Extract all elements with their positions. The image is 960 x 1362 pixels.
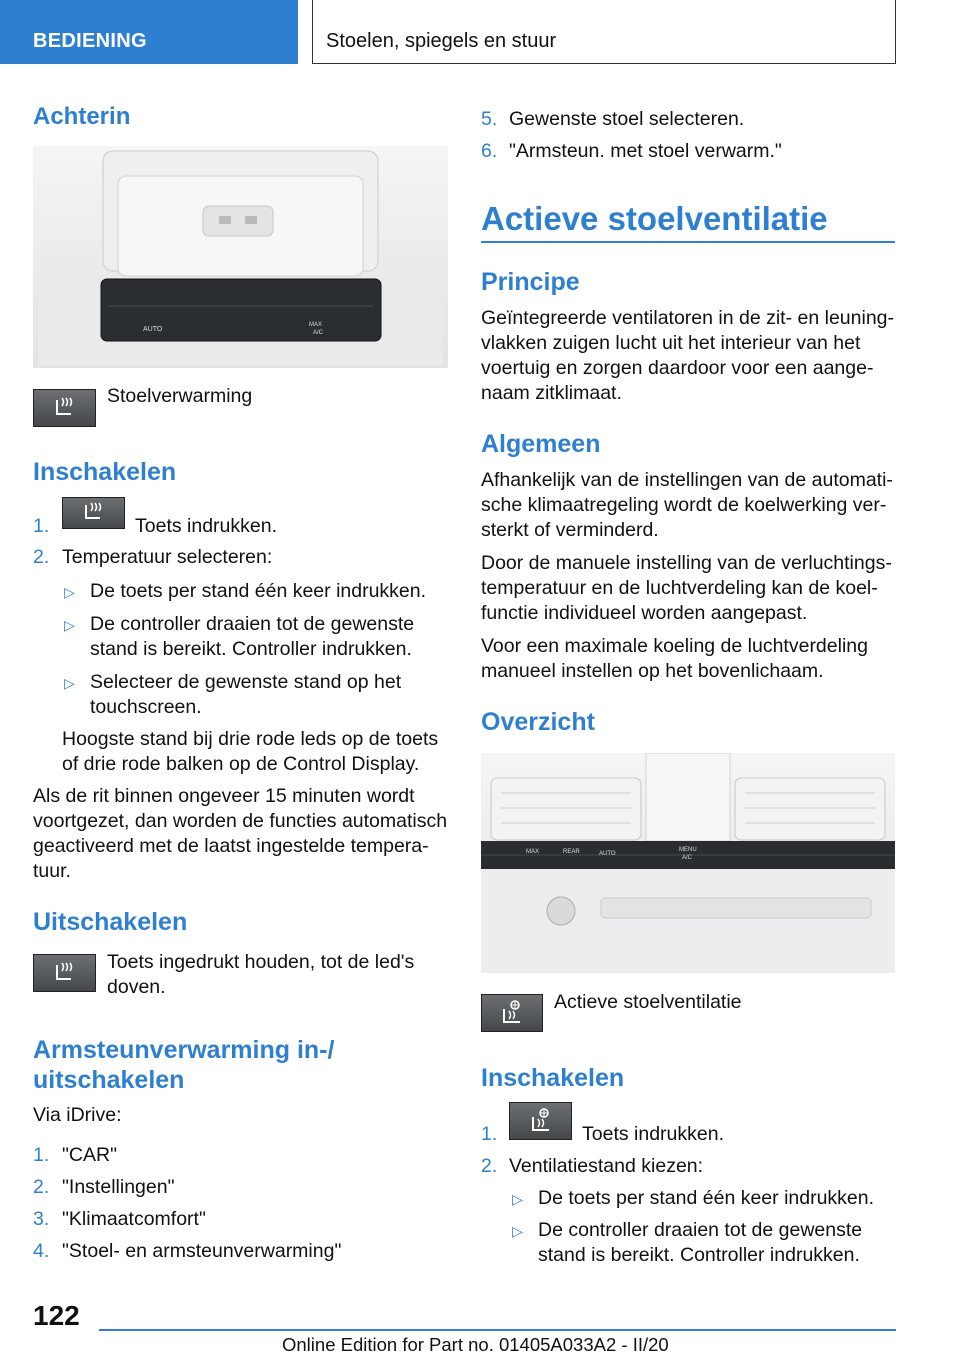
menu-number: 5. (481, 108, 498, 130)
panel-label-menu: MENU (679, 847, 697, 853)
heading-underline (481, 241, 895, 243)
heading-principe: Principe (481, 268, 580, 296)
caption-stoelverwarming: Stoelverwarming (107, 385, 253, 407)
rear-console-illustration (33, 146, 448, 368)
menu-item: "Stoel- en armsteunverwarming" (62, 1240, 342, 1262)
bullet-text: stand is bereikt. Controller indrukken. (90, 638, 412, 660)
header-chapter: Stoelen, spiegels en stuur (326, 30, 557, 52)
menu-item: "Armsteun. met stoel verwarm." (509, 140, 782, 162)
bullet-triangle-icon: ▷ (512, 1191, 523, 1207)
front-console-photo (481, 753, 895, 973)
heading-actieve-stoelventilatie: Actieve stoelventilatie (481, 200, 828, 237)
menu-item: "Instellingen" (62, 1176, 175, 1198)
bullet-text: stand is bereikt. Controller indrukken. (538, 1244, 860, 1266)
caption-actieve-stoelventilatie: Actieve stoelventilatie (554, 991, 742, 1013)
paragraph-line: Afhankelijk van de instellingen van de automati- (481, 469, 893, 491)
footer-edition: Online Edition for Part no. 01405A033A2 - II/20 (282, 1334, 669, 1355)
footer-rule (99, 1329, 896, 1331)
bullet-triangle-icon: ▷ (512, 1223, 523, 1239)
front-console-illustration (481, 753, 895, 973)
paragraph-line: Door de manuele instelling van de verluchtings- (481, 552, 892, 574)
paragraph-line: Geïntegreerde ventilatoren in de zit- en leuning- (481, 307, 895, 329)
heading-uitschakelen: Uitschakelen (33, 908, 188, 936)
paragraph-line: manueel instellen op het bovenlichaam. (481, 660, 824, 682)
header-section: BEDIENING (33, 30, 147, 52)
paragraph-line: tuur. (33, 860, 71, 882)
panel-label-max: MAX (526, 849, 540, 855)
menu-number: 1. (33, 1144, 50, 1166)
paragraph-line: functie individueel worden aangepast. (481, 602, 808, 624)
heading-inschakelen-right: Inschakelen (481, 1064, 625, 1092)
step-number: 2. (33, 546, 50, 568)
bullet-text: De controller draaien tot de gewenste (538, 1219, 863, 1241)
paragraph-line: temperatuur en de luchtverdeling kan de koel- (481, 577, 878, 599)
menu-item: Gewenste stoel selecteren. (509, 108, 745, 130)
panel-label-auto: AUTO (143, 326, 163, 333)
menu-number: 2. (33, 1176, 50, 1198)
menu-item: "CAR" (62, 1144, 118, 1166)
paragraph-line: geactiveerd met de laatst ingestelde tempera- (33, 835, 429, 857)
panel-label-rear: REAR (563, 849, 580, 855)
step-number: 1. (481, 1123, 498, 1145)
paragraph-line: naam zitklimaat. (481, 382, 622, 404)
bullet-text: De toets per stand één keer indrukken. (538, 1187, 875, 1209)
bullet-triangle-icon: ▷ (64, 617, 75, 633)
step-text: Toets indrukken. (582, 1123, 724, 1145)
heading-overzicht: Overzicht (481, 708, 595, 736)
menu-number: 6. (481, 140, 498, 162)
seat-ventilation-icon (481, 994, 543, 1032)
heading-achterin: Achterin (33, 103, 131, 130)
heading-algemeen: Algemeen (481, 430, 601, 458)
menu-number: 4. (33, 1240, 50, 1262)
bullet-text: Selecteer de gewenste stand op het (90, 671, 402, 693)
paragraph-line: Toets ingedrukt houden, tot de led's (107, 951, 415, 973)
bullet-triangle-icon: ▷ (64, 675, 75, 691)
page-number: 122 (33, 1300, 80, 1331)
panel-label-ac: A/C (313, 330, 324, 336)
header-section-tab (0, 0, 298, 64)
paragraph-line: doven. (107, 976, 166, 998)
bullet-triangle-icon: ▷ (64, 584, 75, 600)
bullet-text: De toets per stand één keer indrukken. (90, 580, 427, 602)
paragraph-line: voortgezet, dan worden de functies automatisch (33, 810, 448, 832)
step-text: Temperatuur selecteren: (62, 546, 273, 568)
heading-armsteun-line1: Armsteunverwarming in-/ (33, 1036, 335, 1064)
seat-heating-icon (33, 954, 96, 992)
header-chapter-box (312, 0, 896, 64)
heading-armsteun-line2: uitschakelen (33, 1066, 185, 1094)
panel-label-ac: A/C (682, 855, 693, 861)
seat-heating-icon (62, 497, 125, 529)
paragraph-line: of drie rode balken op de Control Display. (62, 753, 420, 775)
step-number: 1. (33, 515, 50, 537)
via-idrive: Via iDrive: (33, 1104, 122, 1126)
menu-number: 3. (33, 1208, 50, 1230)
paragraph-line: sterkt of verminderd. (481, 519, 659, 541)
heading-inschakelen-left: Inschakelen (33, 458, 177, 486)
paragraph-line: Voor een maximale koeling de luchtverdeling (481, 635, 868, 657)
paragraph-line: vlakken zuigen lucht uit het interieur van het (481, 332, 861, 354)
bullet-text: touchscreen. (90, 696, 202, 718)
step-text: Ventilatiestand kiezen: (509, 1155, 704, 1177)
seat-heating-icon (33, 389, 96, 427)
bullet-text: De controller draaien tot de gewenste (90, 613, 415, 635)
paragraph-line: voertuig en zorgen daardoor voor een aange- (481, 357, 874, 379)
step-text: Toets indrukken. (135, 515, 277, 537)
seat-ventilation-icon (509, 1102, 572, 1140)
paragraph-line: Als de rit binnen ongeveer 15 minuten wordt (33, 785, 415, 807)
menu-item: "Klimaatcomfort" (62, 1208, 206, 1230)
panel-label-max: MAX (309, 322, 323, 328)
paragraph-line: sche klimaatregeling wordt de koelwerking ver- (481, 494, 887, 516)
paragraph-line: Hoogste stand bij drie rode leds op de toets (62, 728, 439, 750)
rear-console-photo (33, 146, 448, 368)
panel-label-auto: AUTO (599, 851, 616, 857)
step-number: 2. (481, 1155, 498, 1177)
